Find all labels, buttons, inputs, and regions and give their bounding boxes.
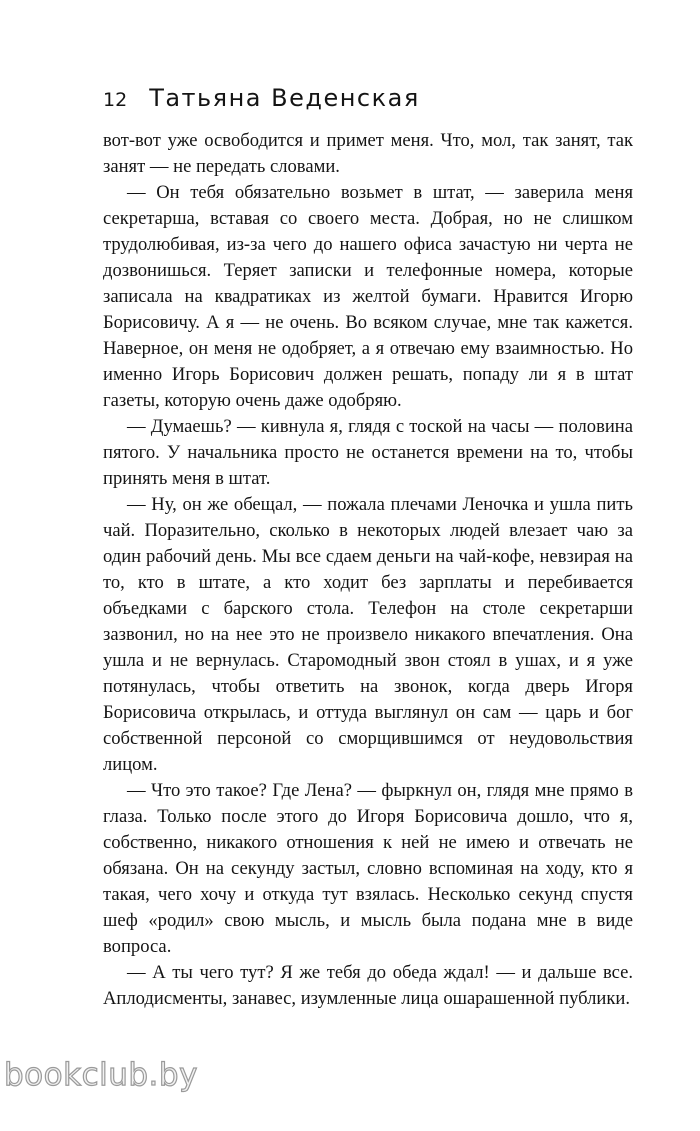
watermark: bookclub.by	[4, 1057, 198, 1093]
paragraph: — Что это такое? Где Лена? — фыркнул он, глядя мне прямо в глаза. Только после этого до Игоря Борисовича дошло, что я, собственно, никакого отношения к ней не имею и отвечать не обязана. Он на секунду застыл, словно вспоминая на ходу, кто я такая, чего хочу и откуда тут взялась. Несколько секунд спустя шеф «родил» свою мысль, и мысль была подана мне в виде вопроса.	[103, 780, 633, 957]
page-header	[103, 84, 420, 112]
paragraph: — Он тебя обязательно возьмет в штат, — заверила меня секретарша, вставая со своего места. Добрая, но не слишком трудолюбивая, из-за чего до нашего офиса зачастую ни черта не дозвонишься. Теряет записки и телефонные номера, которые записала на квадратиках из желтой бумаги. Нравится Игорю Борисовичу. А я — не очень. Во всяком случае, мне так кажется. Наверное, он меня не одобряет, а я отвечаю ему взаимностью. Но именно Игорь Борисович должен решать, попаду ли я в штат газеты, которую очень даже одобряю.	[103, 182, 633, 411]
running-title: Татьяна Веденская	[149, 84, 420, 112]
paragraph: вот-вот уже освободится и примет меня. Что, мол, так занят, так занят — не передать словами.	[103, 130, 633, 177]
paragraph: — Думаешь? — кивнула я, глядя с тоской на часы — половина пятого. У начальника просто не останется времени на то, чтобы принять меня в штат.	[103, 416, 633, 489]
body-text	[103, 128, 633, 1012]
page-number: 12	[103, 89, 128, 111]
paragraph: — А ты чего тут? Я же тебя до обеда ждал! — и дальше все. Аплодисменты, занавес, изумленные лица ошарашенной публики.	[103, 962, 633, 1009]
paragraph: — Ну, он же обещал, — пожала плечами Леночка и ушла пить чай. Поразительно, сколько в некоторых людей влезает чаю за один рабочий день. Мы все сдаем деньги на чай-кофе, невзирая на то, кто в штате, а кто ходит без зарплаты и перебивается объедками с барского стола. Телефон на столе секретарши зазвонил, но на нее это не произвело никакого впечатления. Она ушла и не вернулась. Старомодный звон стоял в ушах, и я уже потянулась, чтобы ответить на звонок, когда дверь Игоря Борисовича открылась, и оттуда выглянул он сам — царь и бог собственной персоной со сморщившимся от неудовольствия лицом.	[103, 494, 633, 775]
